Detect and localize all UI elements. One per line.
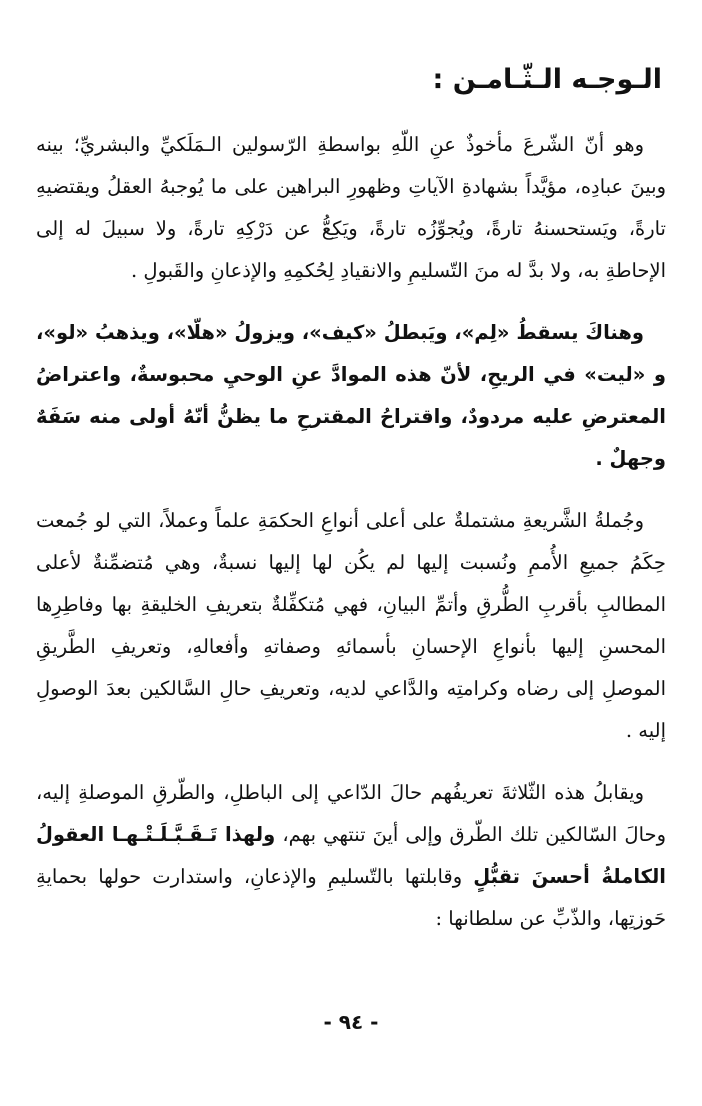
paragraph-3: وجُملةُ الشَّريعةِ مشتملةٌ على أعلى أنواعِ الحكمَةِ علماً وعملاً، التي لو جُمعت حِكَمُ جميعِ الأُممِ ونُسبت إليها لم يكُن لها إليها نسبةٌ، وهي مُتضمِّنةٌ لأعلى المطالبِ بأقربِ الطُّرقِ وأتمِّ البيانِ، فهي مُتكفِّلةٌ بتعريفِ الخليقةِ بها وفاطِرِها المحسنِ إليها بأنواعِ الإحسانِ بأسمائهِ وصفاتهِ وأفعالهِ، وتعريفِ الطَّريقِ الموصلِ إلى رضاه وكرامتِه والدَّاعي لديه، وتعريفِ حالِ السَّالكين بعدَ الوصولِ إليه . <box>36 509 666 742</box>
page-number: - ٩٤ - <box>323 1010 379 1034</box>
section-heading: الـوجـه الـثّـامـن : <box>432 64 662 95</box>
document-page <box>36 60 666 940</box>
paragraph-1: وهو أنّ الشّرعَ مأخوذٌ عنِ اللّهِ بواسطةِ الرّسولين الـمَلَكيِّ والبشريِّ؛ بينه وبينَ عبادِه، مؤيَّداً بشهادةِ الآياتِ وظهورِ البراهين على ما يُوجبهُ العقلُ ويقتضيهِ تارةً، ويَستحسنهُ تارةً، ويُجوِّزُه تارةً، ويَكِعُّ عن دَرْكِهِ تارةً، ولا سبيلَ له إلى الإحاطةِ به، ولا بدَّ له منَ التّسليمِ والانقيادِ لِحُكمِهِ والإذعانِ والقَبولِ . <box>36 133 666 282</box>
paragraph-4 <box>36 772 666 940</box>
paragraph-2: وهناكَ يسقطُ «لِم»، ويَبطلُ «كيف»، ويزولُ «هلّا»، ويذهبُ «لو»، و «ليت» في الريحِ، لأنّ هذه الموادَّ عنِ الوحيِ محبوسةٌ، واعتراضُ المعترضِ عليه مردودٌ، واقتراحُ المقترحِ ما يظنُّ أنّهُ أولى منه سَفَهٌ وجهلٌ . <box>36 321 666 470</box>
paragraph-4-start: ويقابلُ هذه الثّلاثةَ تعريفُهم حالَ الدّاعي إلى الباطلِ، والطّرقِ الموصلةِ إليه، وحالَ السّالكين تلك الطّرق وإلى أينَ تنتهي بهم، <box>36 781 666 846</box>
paragraph-4-end: وقابلتها بالتّسليمِ والإذعانِ، واستدارت حولها بحمايةِ حَوزتِها، والذّبِّ عن سلطانها : <box>36 865 666 930</box>
paragraph-4-bold: ولهذا تَـقَـبَّـلَـتْـهـا العقولُ الكاملةُ أحسنَ تقبُّلٍ <box>36 823 666 888</box>
